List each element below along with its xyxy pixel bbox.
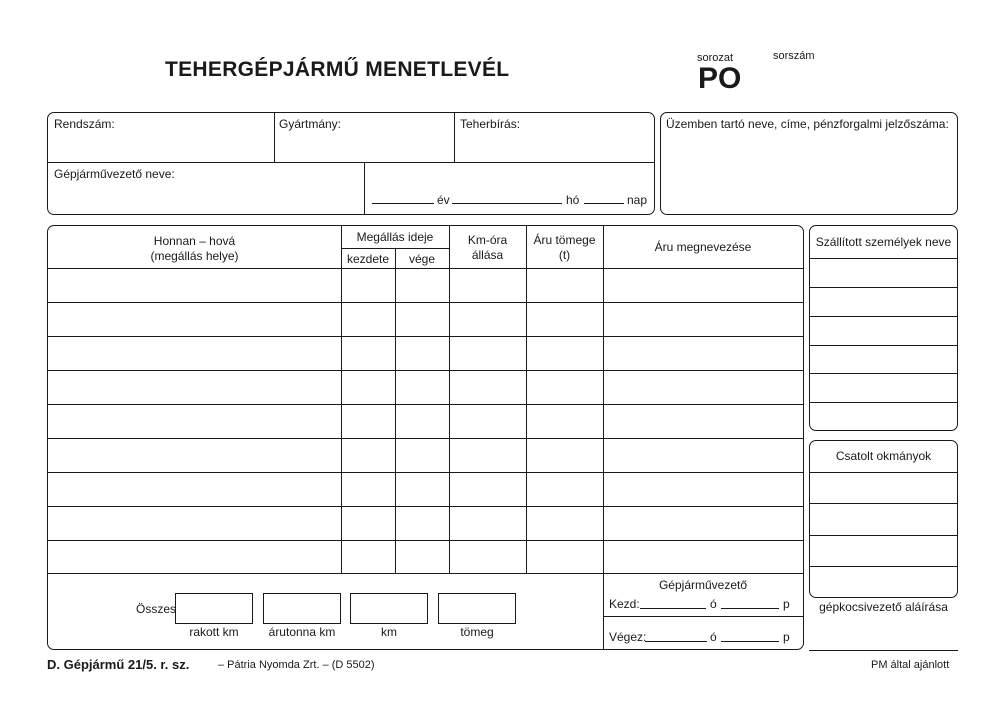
attachments-title: Csatolt okmányok <box>835 449 932 463</box>
vehicle-info-box <box>47 112 655 215</box>
driver-times-title: Gépjárművezető <box>658 578 748 592</box>
vegez-o-label: ó <box>710 630 717 644</box>
gyartmany-label: Gyártmány: <box>279 117 342 131</box>
passengers-title: Szállított személyek neve <box>815 235 952 249</box>
ho-label: hó <box>566 193 580 207</box>
col-header-weight-line2: (t) <box>558 248 571 262</box>
series-code: PO <box>698 62 742 95</box>
rakott-km-box[interactable] <box>175 593 253 624</box>
km-box[interactable] <box>350 593 428 624</box>
tomeg-label: tömeg <box>460 625 494 639</box>
col-header-weight <box>526 233 603 263</box>
col-header-route <box>48 234 341 264</box>
col-header-km-line1: Km-óra <box>467 233 508 247</box>
form-title: TEHERGÉPJÁRMŰ MENETLEVÉL <box>165 58 510 81</box>
kezd-p-label: p <box>783 597 790 611</box>
ev-label: év <box>437 193 450 207</box>
kezd-label: Kezd: <box>609 597 640 611</box>
vegez-label: Végez: <box>609 630 647 644</box>
col-header-goods: Áru megnevezése <box>654 240 752 254</box>
col-header-route-line2: (megállás helye) <box>150 249 239 263</box>
km-label: km <box>381 625 397 639</box>
col-header-route-line1: Honnan – hová <box>153 234 236 248</box>
arutonna-km-box[interactable] <box>263 593 341 624</box>
teherbiras-label: Teherbírás: <box>460 117 521 131</box>
vegez-p-label: p <box>783 630 790 644</box>
osszes-label: Összes <box>136 602 177 616</box>
sorozat-label: sorozat <box>697 52 734 64</box>
rakott-km-label: rakott km <box>189 625 239 639</box>
signature-line <box>809 650 958 651</box>
rendszam-label: Rendszám: <box>54 117 115 131</box>
sorszam-label: sorszám <box>773 50 815 62</box>
col-header-weight-line1: Áru tömege <box>533 233 596 247</box>
arutonna-km-label: árutonna km <box>268 625 336 639</box>
signature-label: gépkocsivezető aláírása <box>819 600 948 614</box>
col-header-km-line2: állása <box>471 248 504 262</box>
tomeg-box[interactable] <box>438 593 516 624</box>
passengers-box <box>809 225 958 431</box>
driver-name-label: Gépjárművezető neve: <box>54 167 175 181</box>
kezd-o-label: ó <box>710 597 717 611</box>
col-header-km <box>449 233 526 263</box>
col-header-stop-start: kezdete <box>346 252 390 266</box>
col-header-stop-end: vége <box>408 252 436 266</box>
operator-label: Üzemben tartó neve, címe, pénzforgalmi jelzőszáma: <box>666 117 949 131</box>
recommended-by: PM által ajánlott <box>871 659 950 671</box>
nap-label: nap <box>627 193 648 207</box>
form-id: D. Gépjármű 21/5. r. sz. <box>47 657 190 672</box>
publisher: – Pátria Nyomda Zrt. – (D 5502) <box>218 659 375 671</box>
col-header-stop: Megállás ideje <box>356 230 434 244</box>
